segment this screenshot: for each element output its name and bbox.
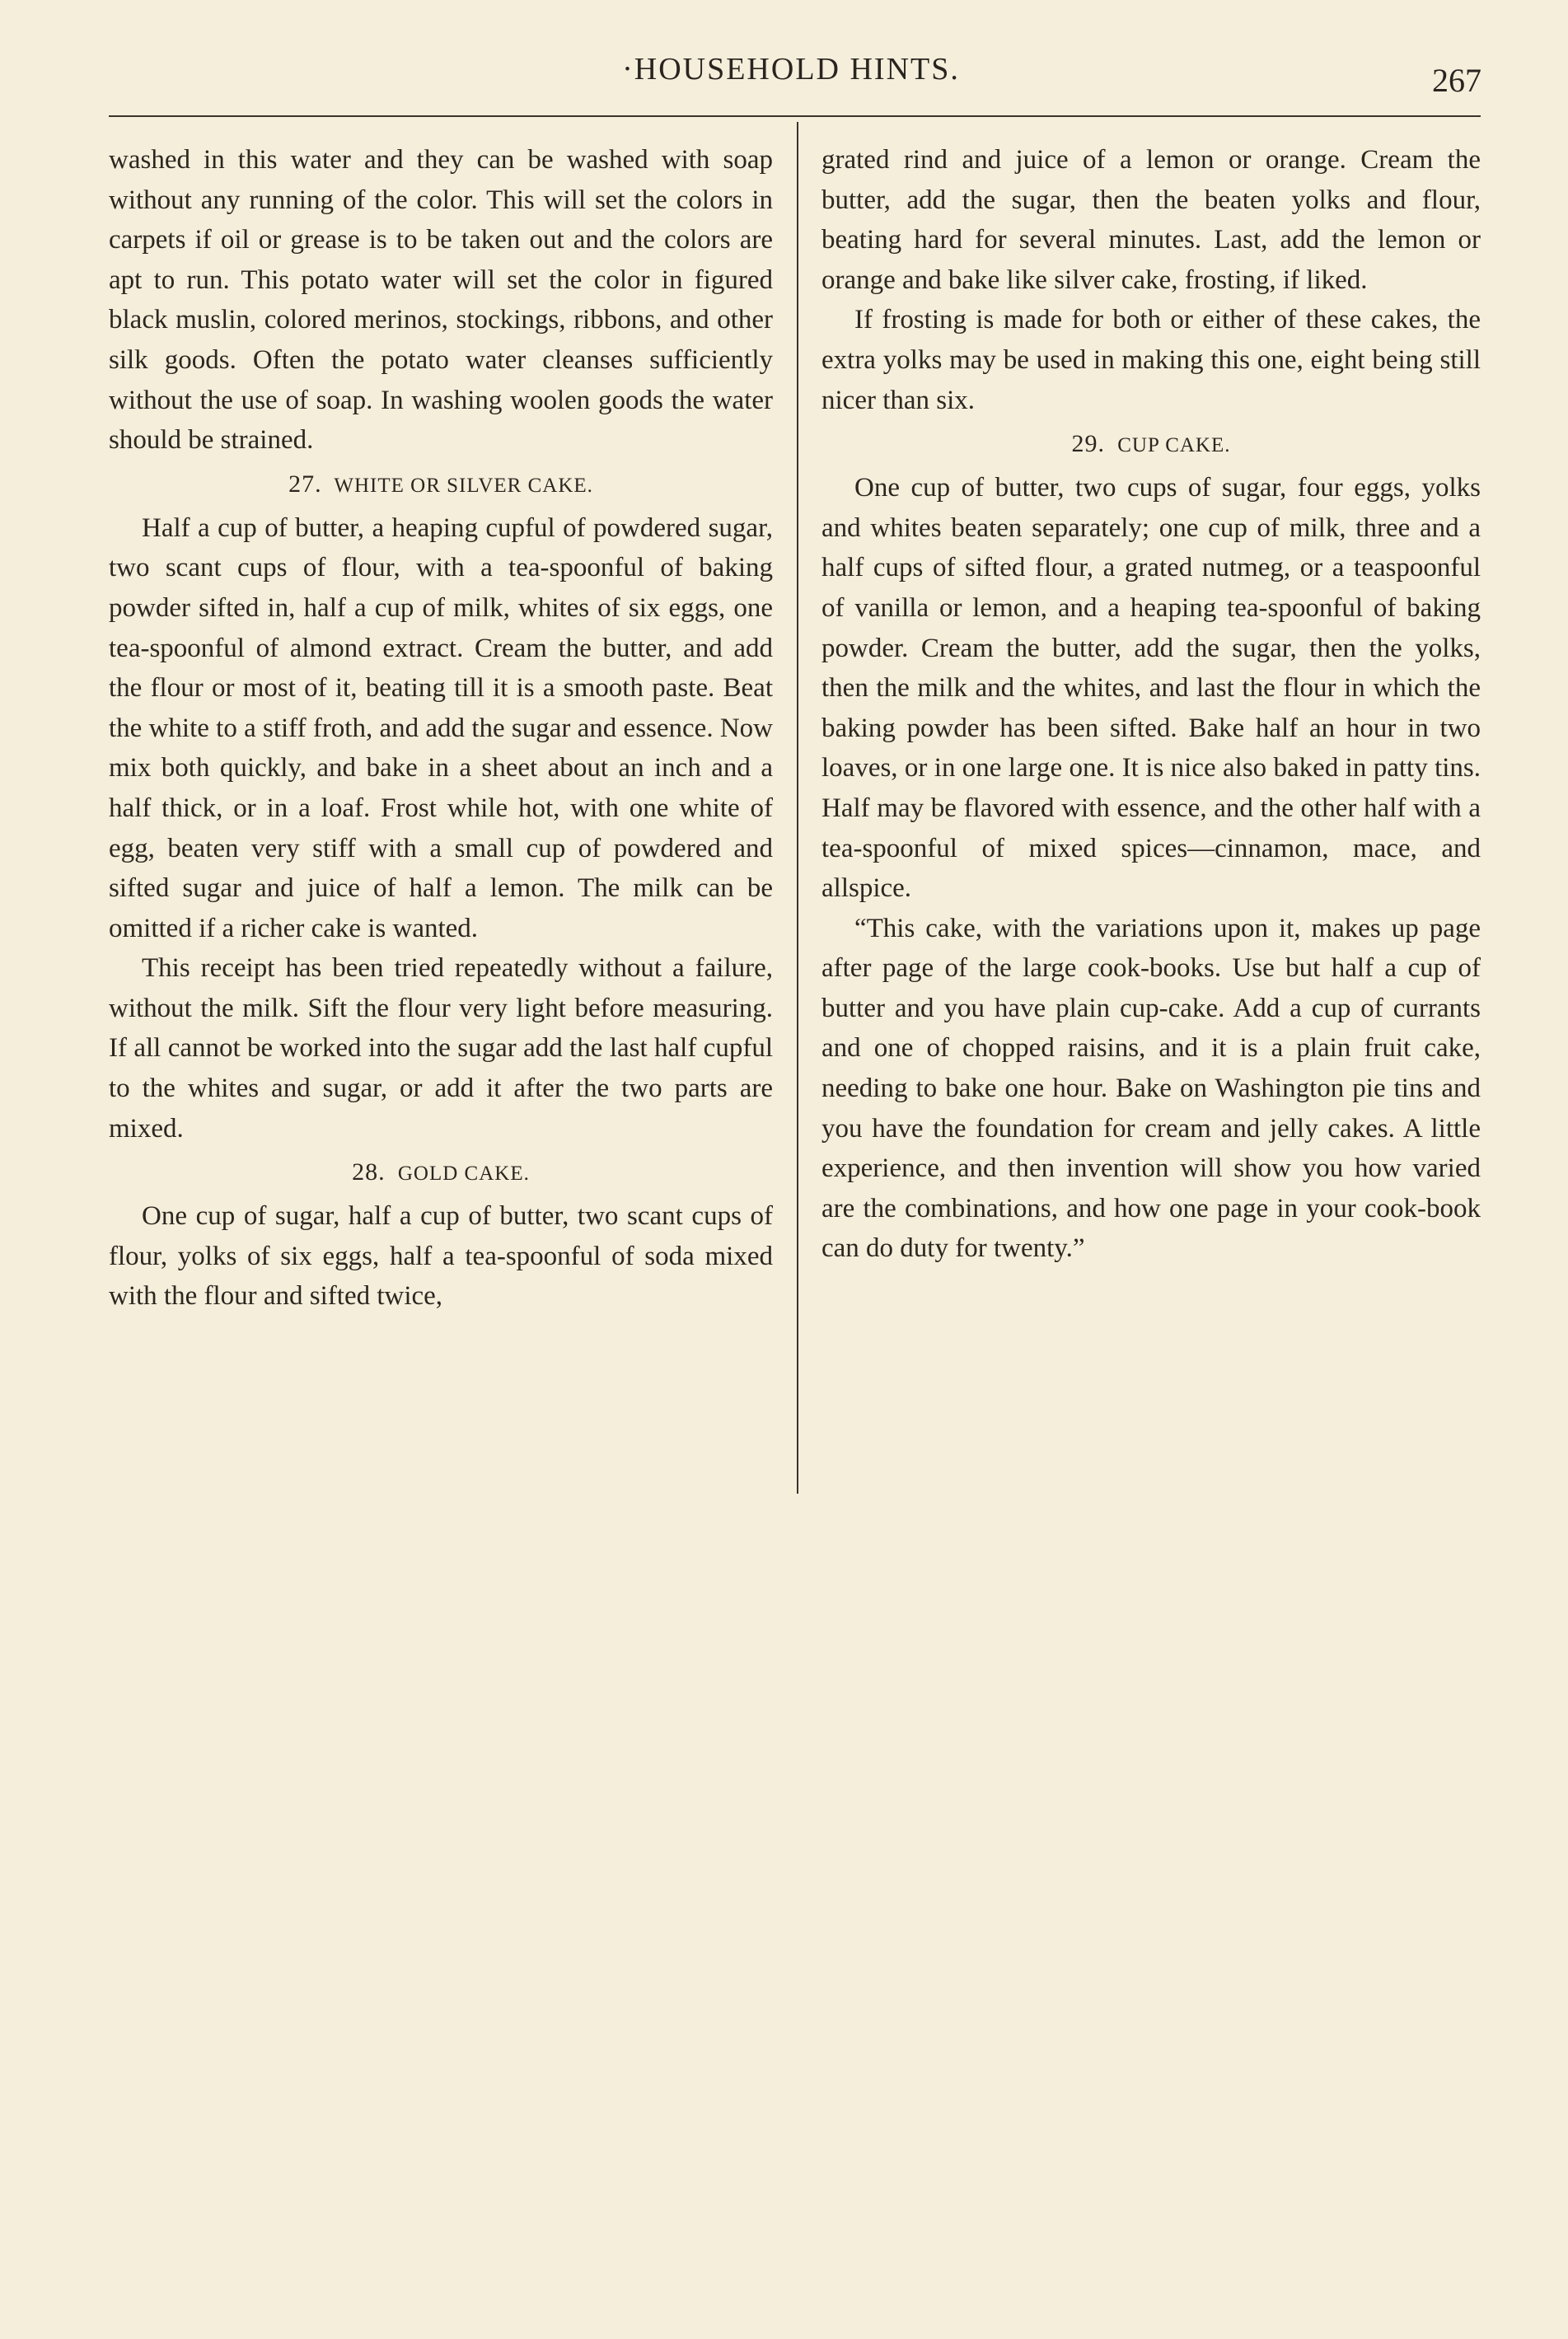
recipe-heading-28 bbox=[109, 1152, 773, 1195]
paragraph-frosting-note: If frosting is made for both or either of these cakes, the extra yolks may be used in making this one, eight being still nicer than six. bbox=[821, 305, 1481, 415]
paragraph-cup-cake-quote: “This cake, with the variations upon it, makes up page after page of the large cook-books. Use but half a cup of butter and you have plain cup-cake. Add a cup of currants and one of chopped raisins, and it is a plain fruit cake, needing to bake one hour. Bake on Washington pie tins and you have the foundation for cream and jelly cakes. A little experience, and then invention will show you how varied are the combinations, and how one page in your cook-book can do duty for twenty.” bbox=[821, 913, 1481, 1264]
page-number: 267 bbox=[1432, 62, 1481, 99]
paragraph-gold-cake-continued: grated rind and juice of a lemon or orange. Cream the butter, add the sugar, then the beaten yolks and flour, beating hard for several minutes. Last, add the lemon or orange and bake like silver cake, frosting, if liked. bbox=[821, 145, 1481, 295]
paragraph-gold-cake-recipe: One cup of sugar, half a cup of butter, two scant cups of flour, yolks of six eggs, half a tea-spoonful of soda mixed with the flour and sifted twice, bbox=[109, 1201, 773, 1312]
recipe-heading-29 bbox=[821, 423, 1481, 466]
recipe-number: 27. bbox=[288, 470, 322, 498]
recipe-title: GOLD CAKE. bbox=[397, 1162, 530, 1186]
left-column bbox=[109, 140, 773, 1317]
paragraph-white-cake-recipe: Half a cup of butter, a heaping cupful of powdered sugar, two scant cups of flour, with a tea-spoonful of baking powder sifted in, half a cup of milk, whites of six eggs, one tea-spoonful of almond extract. Cream the butter, and add the flour or most of it, beating till it is a smooth paste. Beat the white to a stiff froth, and add the sugar and essence. Now mix both quickly, and bake in a sheet about an inch and a half thick, or in a loaf. Frost while hot, with one white of egg, beaten very stiff with a small cup of powdered and sifted sugar and juice of half a lemon. The milk can be omitted if a richer cake is wanted. bbox=[109, 512, 773, 943]
paragraph-cup-cake-recipe: One cup of butter, two cups of sugar, four eggs, yolks and whites beaten separately; one cup of milk, three and a half cups of sifted flour, a grated nutmeg, or a teaspoonful of vanilla or lemon, and a heaping tea-spoonful of baking powder. Cream the butter, add the sugar, then the yolks, then the milk and the whites, and last the flour in which the baking powder has been sifted. Bake half an hour in two loaves, or in one large one. It is nice also baked in patty tins. Half may be flavored with essence, and the other half with a tea-spoonful of mixed spices—cinnamon, mace, and allspice. bbox=[821, 473, 1481, 904]
recipe-number: 28. bbox=[352, 1158, 386, 1186]
right-column bbox=[821, 140, 1481, 1269]
paragraph-potato-water-continued: washed in this water and they can be washed with soap without any running of the color. This will set the colors in carpets if oil or grease is to be taken out and the colors are apt to run. This potato water will set the color in figured black muslin, colored merinos, stockings, ribbons, and other silk goods. Often the potato water cleanses sufficiently without the use of soap. In washing woolen goods the water should be strained. bbox=[109, 145, 773, 456]
recipe-title: WHITE OR SILVER CAKE. bbox=[334, 474, 593, 497]
recipe-title: CUP CAKE. bbox=[1117, 434, 1231, 457]
header-rule bbox=[109, 115, 1481, 117]
column-divider bbox=[797, 122, 798, 1494]
recipe-number: 29. bbox=[1071, 430, 1105, 458]
recipe-heading-27 bbox=[109, 464, 773, 507]
running-head: ·HOUSEHOLD HINTS. bbox=[622, 52, 960, 87]
paragraph-white-cake-note: This receipt has been tried repeatedly without a failure, without the milk. Sift the flour very light before measuring. If all cannot be worked into the sugar add the last half cupful to the whites and sugar, or add it after the two parts are mixed. bbox=[109, 953, 773, 1144]
page-header bbox=[0, 51, 1568, 101]
